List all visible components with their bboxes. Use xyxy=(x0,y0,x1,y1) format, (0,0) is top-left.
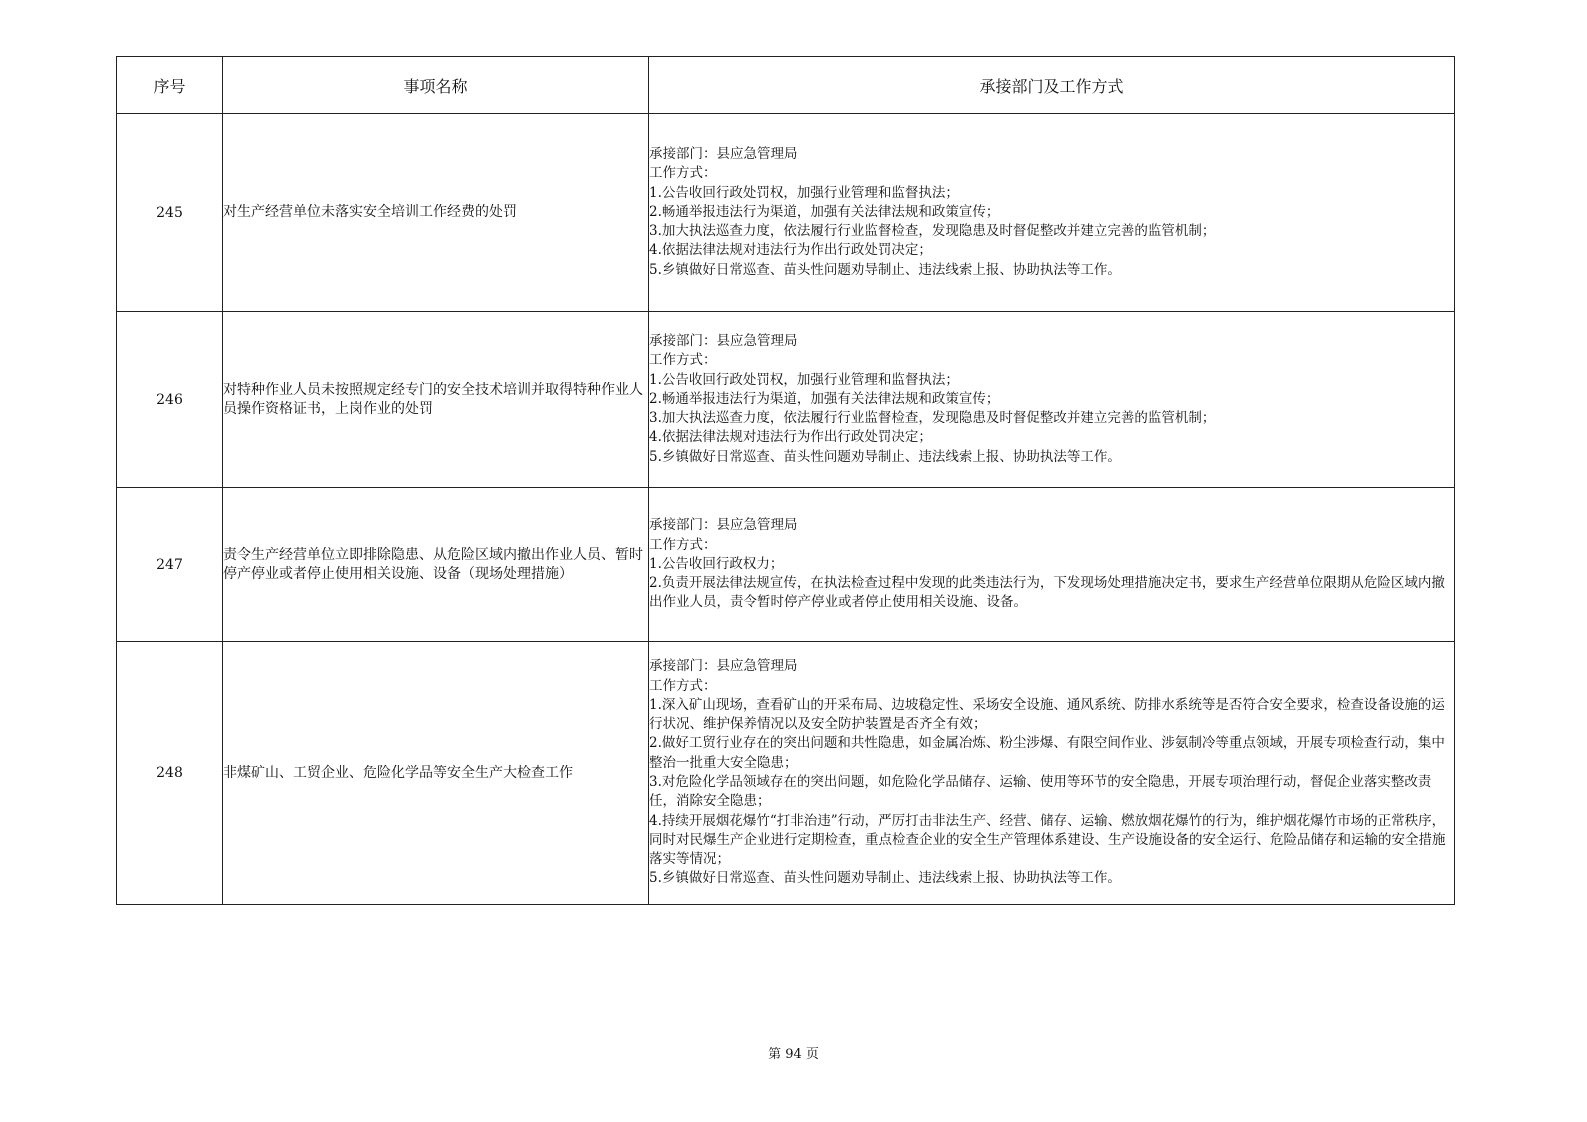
matter-name: 责令生产经营单位立即排除隐患、从危险区域内撤出作业人员、暂时停产停业或者停止使用相关设施、设备（现场处理措施） xyxy=(223,488,649,642)
method-item: 5.乡镇做好日常巡查、苗头性问题劝导制止、违法线索上报、协助执法等工作。 xyxy=(649,448,1121,465)
dept-and-method xyxy=(649,114,1455,312)
dept-and-method xyxy=(649,312,1455,488)
dept-line: 承接部门：县应急管理局 xyxy=(649,517,798,534)
header-no: 序号 xyxy=(117,57,223,114)
page-number: 第 94 页 xyxy=(768,1047,819,1062)
method-item: 3.加大执法巡查力度，依法履行行业监督检查，发现隐患及时督促整改并建立完善的监管机制； xyxy=(649,223,1216,240)
method-item: 2.做好工贸行业存在的突出问题和共性隐患，如金属冶炼、粉尘涉爆、有限空间作业、涉氨制冷等重点领域，开展专项检查行动，集中整治一批重大安全隐患； xyxy=(649,735,1445,771)
method-item: 4.持续开展烟花爆竹“打非治违”行动，严厉打击非法生产、经营、储存、运输、燃放烟花爆竹的行为，维护烟花爆竹市场的正常秩序，同时对民爆生产企业进行定期检查，重点检查企业的安全生产管理体系建设、生产设施设备的安全运行、危险品储存和运输的安全措施落实等情况； xyxy=(649,812,1446,868)
method-label: 工作方式： xyxy=(649,352,717,369)
dept-line: 承接部门：县应急管理局 xyxy=(649,332,798,349)
method-item: 5.乡镇做好日常巡查、苗头性问题劝导制止、违法线索上报、协助执法等工作。 xyxy=(649,870,1121,887)
method-item: 4.依据法律法规对违法行为作出行政处罚决定； xyxy=(649,242,932,259)
header-dept: 承接部门及工作方式 xyxy=(649,57,1455,114)
table-row xyxy=(117,312,1455,488)
matter-name: 对特种作业人员未按照规定经专门的安全技术培训并取得特种作业人员操作资格证书，上岗作业的处罚 xyxy=(223,312,649,488)
table-row xyxy=(117,642,1455,905)
method-item: 1.公告收回行政处罚权，加强行业管理和监督执法； xyxy=(649,371,959,388)
method-item: 2.畅通举报违法行为渠道，加强有关法律法规和政策宣传； xyxy=(649,390,1000,407)
matter-name: 对生产经营单位未落实安全培训工作经费的处罚 xyxy=(223,114,649,312)
dept-line: 承接部门：县应急管理局 xyxy=(649,145,798,162)
method-item: 5.乡镇做好日常巡查、苗头性问题劝导制止、违法线索上报、协助执法等工作。 xyxy=(649,261,1121,278)
table-row xyxy=(117,488,1455,642)
header-name: 事项名称 xyxy=(223,57,649,114)
dept-and-method xyxy=(649,488,1455,642)
method-item: 3.加大执法巡查力度，依法履行行业监督检查，发现隐患及时督促整改并建立完善的监管机制； xyxy=(649,410,1216,427)
method-item: 1.深入矿山现场，查看矿山的开采布局、边坡稳定性、采场安全设施、通风系统、防排水系统等是否符合安全要求，检查设备设施的运行状况、维护保养情况以及安全防护装置是否齐全有效； xyxy=(649,696,1445,733)
method-item: 1.公告收回行政处罚权，加强行业管理和监督执法； xyxy=(649,184,959,201)
method-item: 4.依据法律法规对违法行为作出行政处罚决定； xyxy=(649,429,932,446)
method-label: 工作方式： xyxy=(649,677,717,694)
table-row xyxy=(117,114,1455,312)
method-label: 工作方式： xyxy=(649,536,717,553)
dept-and-method xyxy=(649,642,1455,905)
dept-line: 承接部门：县应急管理局 xyxy=(649,658,798,675)
method-item: 1.公告收回行政权力； xyxy=(649,555,784,572)
row-number: 245 xyxy=(117,114,223,312)
method-item: 3.对危险化学品领域存在的突出问题，如危险化学品储存、运输、使用等环节的安全隐患，开展专项治理行动，督促企业落实整改责任，消除安全隐患； xyxy=(649,774,1432,810)
row-number: 248 xyxy=(117,642,223,905)
matter-name: 非煤矿山、工贸企业、危险化学品等安全生产大检查工作 xyxy=(223,642,649,905)
row-number: 246 xyxy=(117,312,223,488)
method-item: 2.负责开展法律法规宣传，在执法检查过程中发现的此类违法行为，下发现场处理措施决定书，要求生产经营单位限期从危险区域内撤出作业人员，责令暂时停产停业或者停止使用相关设施、设备。 xyxy=(649,575,1445,611)
method-item: 2.畅通举报违法行为渠道，加强有关法律法规和政策宣传； xyxy=(649,203,1000,220)
table-header-row xyxy=(117,57,1455,114)
row-number: 247 xyxy=(117,488,223,642)
matters-table xyxy=(116,56,1455,905)
method-label: 工作方式： xyxy=(649,165,717,182)
